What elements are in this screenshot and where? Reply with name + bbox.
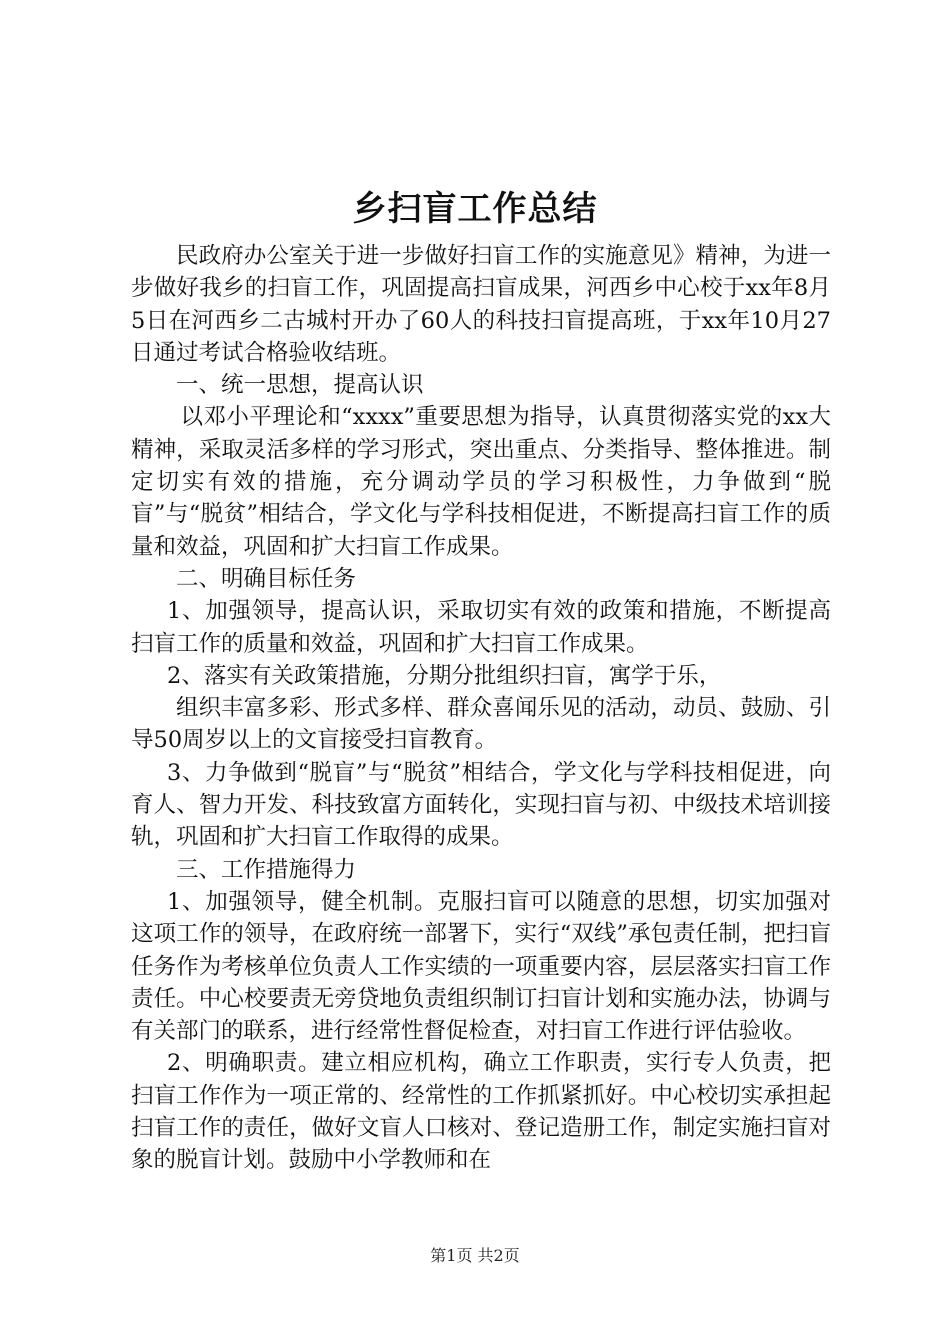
document-body [131, 240, 831, 1177]
section-heading-3: 三、工作措施得力 [176, 856, 357, 883]
paragraph-item-2-2: 2、落实有关政策措施，分期分批组织扫盲，寓学于乐， [167, 662, 722, 689]
paragraph-intro: 民政府办公室关于进一步做好扫盲工作的实施意见》精神，为进一步做好我乡的扫盲工作，巩固提高扫盲成果，河西乡中心校于xx年8月5日在河西乡二古城村开办了60人的科技扫盲提高班，于xx年10月27日通过考试合格验收结班。 [131, 243, 831, 366]
paragraph-item-2-2-cont: 组织丰富多彩、形式多样、群众喜闻乐见的活动，动员、鼓励、引导50周岁以上的文盲接受扫盲教育。 [131, 695, 831, 754]
paragraph-item-2-3: 3、力争做到“脱盲”与“脱贫”相结合，学文化与学科技相促进，向育人、智力开发、科技致富方面转化，实现扫盲与初、中级技术培训接轨，巩固和扩大扫盲工作取得的成果。 [131, 759, 831, 851]
paragraph-section-1: 以邓小平理论和“xxxx”重要思想为指导，认真贯彻落实党的xx大精神，采取灵活多样的学习形式，突出重点、分类指导、整体推进。制定切实有效的措施，充分调动学员的学习积极性，力争做到“脱盲”与“脱贫”相结合，学文化与学科技相促进，不断提高扫盲工作的质量和效益，巩固和扩大扫盲工作成果。 [131, 404, 831, 560]
section-heading-2: 二、明确目标任务 [176, 565, 357, 592]
page-footer: 第1页 共2页 [430, 1246, 520, 1265]
section-heading-1: 一、统一思想，提高认识 [176, 372, 424, 399]
paragraph-item-3-2: 2、明确职责。建立相应机构，确立工作职责，实行专人负责，把扫盲工作作为一项正常的、经常性的工作抓紧抓好。中心校切实承担起扫盲工作的责任，做好文盲人口核对、登记造册工作，制定实施扫盲对象的脱盲计划。鼓励中小学教师和在 [131, 1050, 831, 1174]
document-title: 乡扫盲工作总结 [352, 189, 598, 229]
paragraph-item-2-1: 1、加强领导，提高认识，采取切实有效的政策和措施，不断提高扫盲工作的质量和效益，巩固和扩大扫盲工作成果。 [131, 598, 831, 657]
paragraph-item-3-1: 1、加强领导，健全机制。克服扫盲可以随意的思想，切实加强对这项工作的领导，在政府统一部署下，实行“双线”承包责任制，把扫盲任务作为考核单位负责人工作实绩的一项重要内容，层层落实扫盲工作责任。中心校要责无旁贷地负责组织制订扫盲计划和实施办法，协调与有关部门的联系，进行经常性督促检查，对扫盲工作进行评估验收。 [131, 888, 831, 1045]
